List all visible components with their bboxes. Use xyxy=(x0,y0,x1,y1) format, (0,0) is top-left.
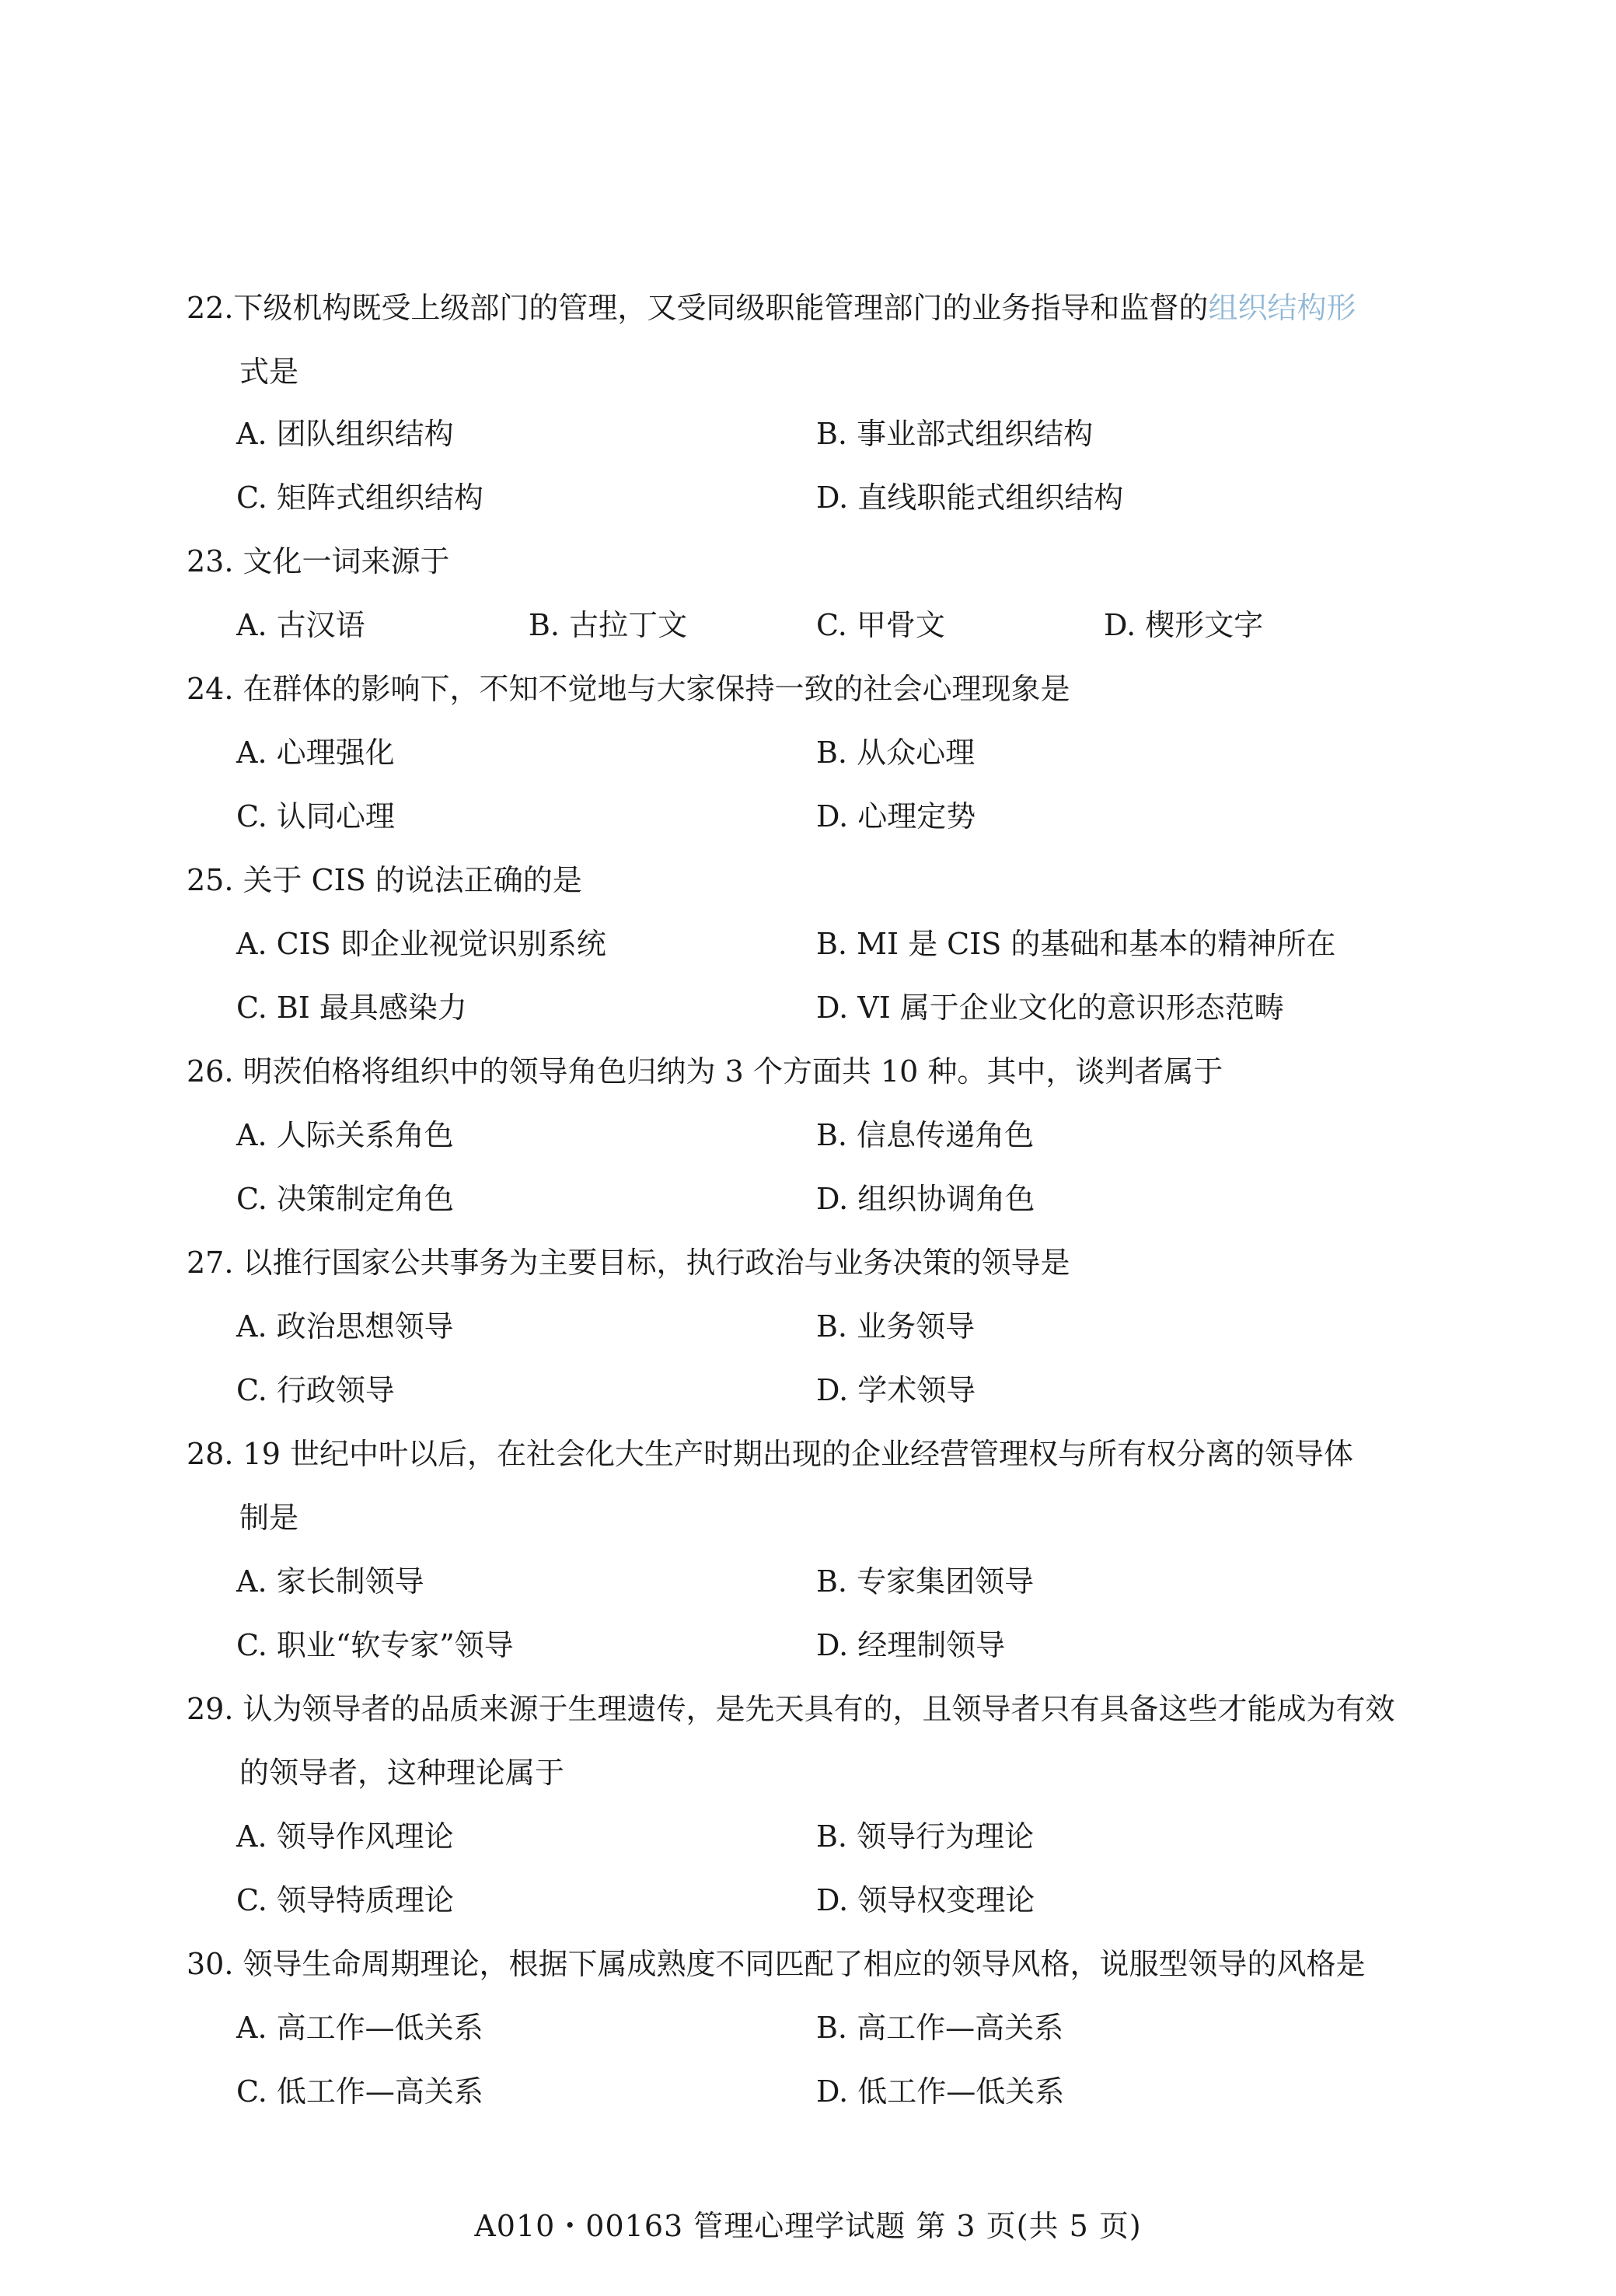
question-26-option-b: B. 信息传递角色 xyxy=(816,1118,1035,1152)
question-23-option-b: B. 古拉丁文 xyxy=(529,608,688,642)
question-27-stem: 27. 以推行国家公共事务为主要目标，执行政治与业务决策的领导是 xyxy=(187,1246,1070,1280)
question-24-option-d: D. 心理定势 xyxy=(816,799,976,833)
question-23-stem: 23. 文化一词来源于 xyxy=(187,544,450,578)
question-30-option-d: D. 低工作—低关系 xyxy=(816,2074,1065,2109)
question-28-option-a: A. 家长制领导 xyxy=(236,1564,424,1599)
question-28-option-d: D. 经理制领导 xyxy=(816,1628,1006,1662)
question-26-option-a: A. 人际关系角色 xyxy=(236,1118,454,1152)
question-28-stem-continuation: 制是 xyxy=(239,1501,299,1535)
question-27-option-b: B. 业务领导 xyxy=(816,1309,976,1344)
question-27-option-c: C. 行政领导 xyxy=(236,1373,395,1407)
question-30-option-b: B. 高工作—高关系 xyxy=(816,2011,1064,2045)
question-30-stem: 30. 领导生命周期理论，根据下属成熟度不同匹配了相应的领导风格，说服型领导的风格是 xyxy=(187,1947,1366,1981)
question-29-stem-continuation: 的领导者，这种理论属于 xyxy=(239,1756,565,1790)
question-22-option-b: B. 事业部式组织结构 xyxy=(816,417,1094,451)
question-22-option-c: C. 矩阵式组织结构 xyxy=(236,481,483,515)
question-24-option-b: B. 从众心理 xyxy=(816,736,976,770)
question-22-stem-continuation: 式是 xyxy=(239,355,299,389)
question-29-stem: 29. 认为领导者的品质来源于生理遗传，是先天具有的，且领导者只有具备这些才能成为有效 xyxy=(187,1692,1395,1726)
question-29-option-b: B. 领导行为理论 xyxy=(816,1819,1035,1854)
question-23-option-c: C. 甲骨文 xyxy=(816,608,945,642)
question-26-stem: 26. 明茨伯格将组织中的领导角色归纳为 3 个方面共 10 种。其中，谈判者属于 xyxy=(187,1054,1223,1089)
question-28-stem: 28. 19 世纪中叶以后，在社会化大生产时期出现的企业经营管理权与所有权分离的领导体 xyxy=(187,1437,1353,1471)
question-29-option-a: A. 领导作风理论 xyxy=(236,1819,454,1854)
question-22-option-a: A. 团队组织结构 xyxy=(236,417,454,451)
question-25-option-c: C. BI 最具感染力 xyxy=(236,991,467,1025)
page-footer: A010・00163 管理心理学试题 第 3 页(共 5 页) xyxy=(474,2209,1142,2243)
question-28-option-c: C. 职业“软专家”领导 xyxy=(236,1628,514,1662)
question-25-option-b: B. MI 是 CIS 的基础和基本的精神所在 xyxy=(816,927,1336,961)
question-24-option-c: C. 认同心理 xyxy=(236,799,395,833)
question-25-option-a: A. CIS 即企业视觉识别系统 xyxy=(236,927,606,961)
question-27-option-d: D. 学术领导 xyxy=(816,1373,976,1407)
question-26-option-c: C. 决策制定角色 xyxy=(236,1182,454,1216)
question-23-option-a: A. 古汉语 xyxy=(236,608,365,642)
question-28-option-b: B. 专家集团领导 xyxy=(816,1564,1035,1599)
question-24-option-a: A. 心理强化 xyxy=(236,736,395,770)
question-26-option-d: D. 组织协调角色 xyxy=(816,1182,1035,1216)
question-25-stem: 25. 关于 CIS 的说法正确的是 xyxy=(187,863,582,897)
question-30-option-c: C. 低工作—高关系 xyxy=(236,2074,483,2109)
question-27-option-a: A. 政治思想领导 xyxy=(236,1309,454,1344)
question-29-option-d: D. 领导权变理论 xyxy=(816,1883,1035,1917)
question-29-option-c: C. 领导特质理论 xyxy=(236,1883,454,1917)
question-22-stem-faded: 组织结构形 xyxy=(1208,291,1356,325)
question-23-option-d: D. 楔形文字 xyxy=(1104,608,1264,642)
question-22-stem xyxy=(187,292,1461,324)
question-22-option-d: D. 直线职能式组织结构 xyxy=(816,481,1124,515)
question-22-stem-text: 22.下级机构既受上级部门的管理，又受同级职能管理部门的业务指导和监督的 xyxy=(187,291,1209,325)
question-25-option-d: D. VI 属于企业文化的意识形态范畴 xyxy=(816,991,1284,1025)
question-24-stem: 24. 在群体的影响下，不知不觉地与大家保持一致的社会心理现象是 xyxy=(187,672,1070,706)
question-30-option-a: A. 高工作—低关系 xyxy=(236,2011,483,2045)
